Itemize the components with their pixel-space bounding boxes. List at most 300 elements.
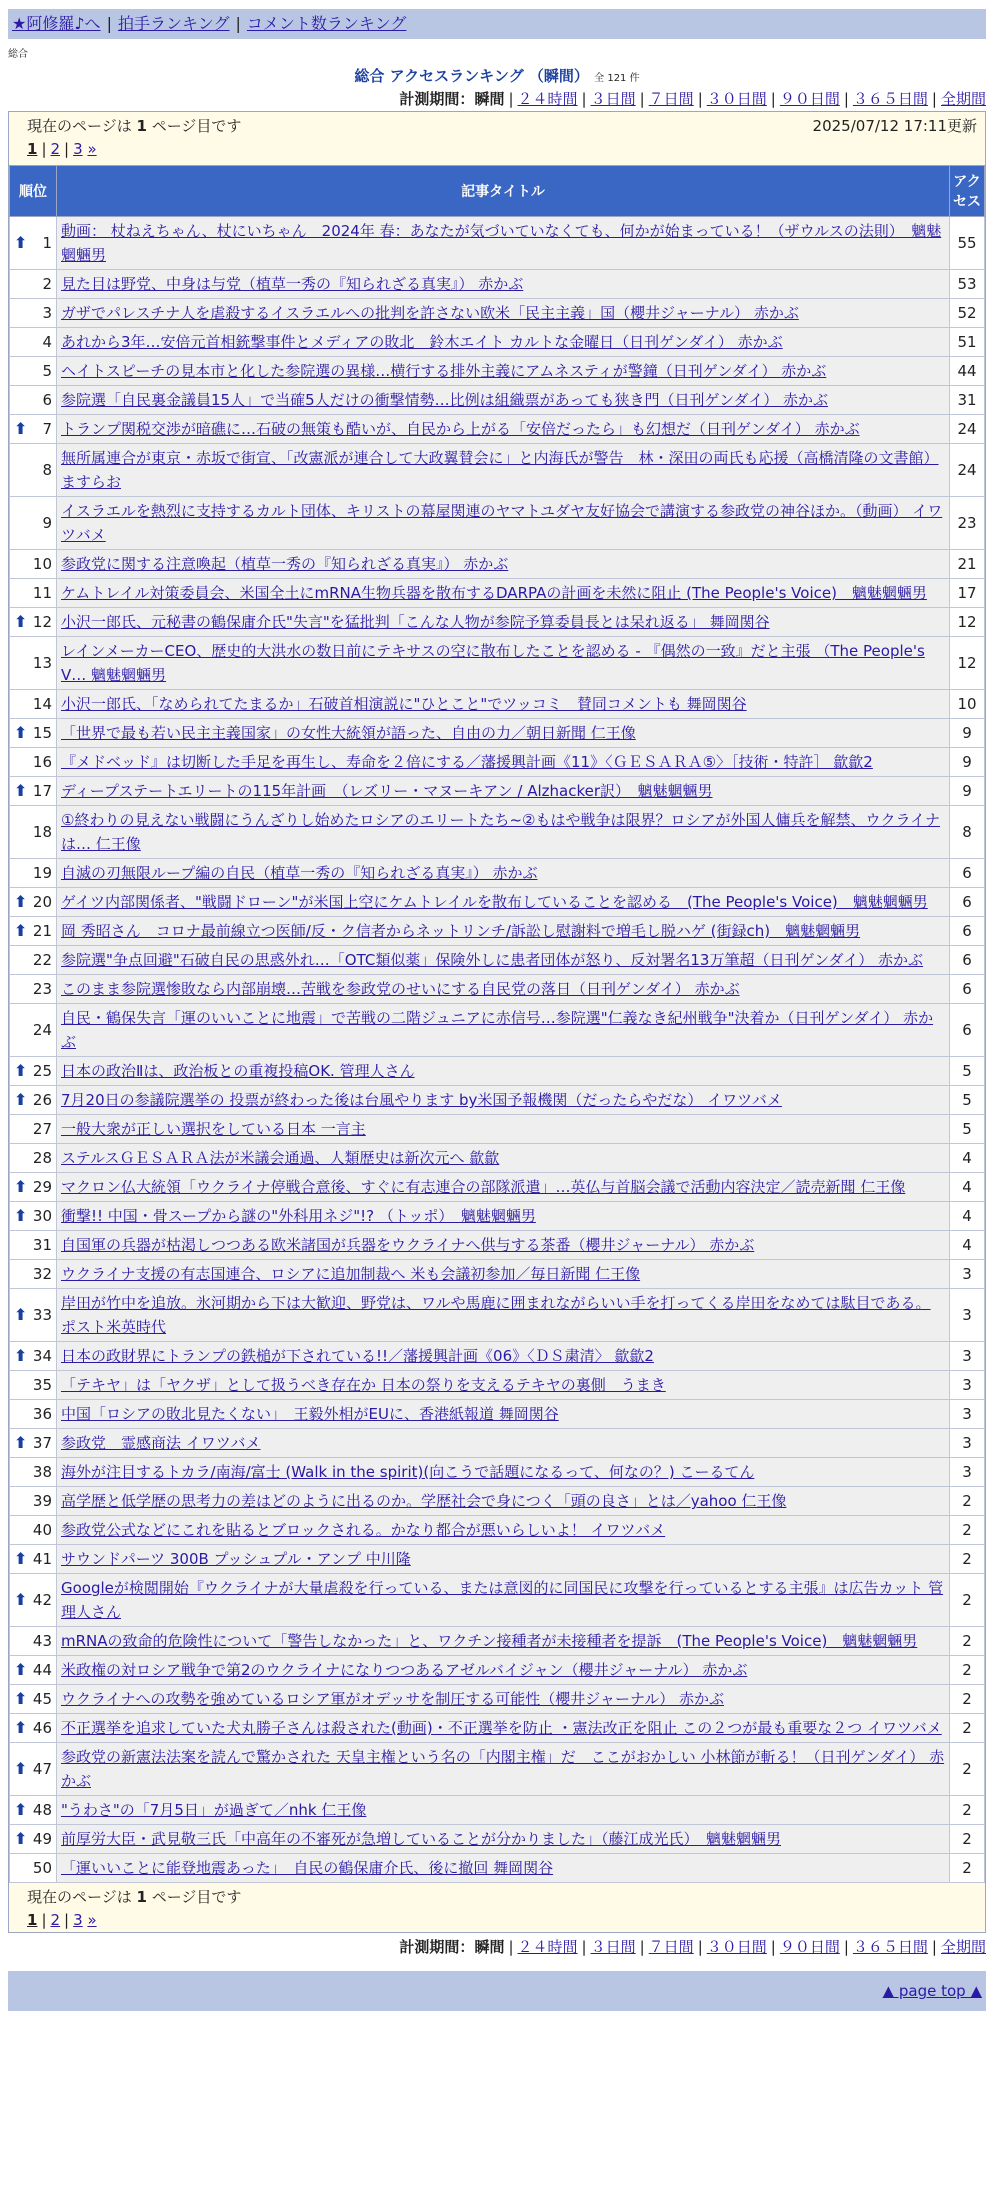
arrow-up-icon: ⬆: [14, 921, 28, 940]
rank-cell: [10, 777, 57, 806]
table-row: [10, 806, 985, 859]
rank-number: 10: [32, 555, 52, 573]
rank-cell: [10, 946, 57, 975]
page-title-row: [0, 65, 994, 87]
table-row: [10, 777, 985, 806]
rank-number: 6: [42, 391, 52, 409]
period-separator: |: [697, 90, 703, 108]
article-link[interactable]: ガザでパレスチナ人を虐殺するイスラエルへの批判を許さない欧米「民主主義」国（櫻井ジャーナル） 赤かぶ: [61, 304, 799, 322]
title-cell: [57, 748, 950, 777]
title-cell: [57, 386, 950, 415]
period-separator: |: [697, 1938, 703, 1956]
rank-number: 20: [32, 893, 52, 911]
access-count: 2: [950, 1825, 985, 1854]
rank-number: 44: [32, 1661, 52, 1679]
article-link[interactable]: 7月20日の参議院選挙の 投票が終わった後は台風やります by米国予報機関（だったらやだな） イワツバメ: [61, 1091, 782, 1109]
pagination-separator: |: [41, 1911, 47, 1929]
title-cell: [57, 1854, 950, 1883]
arrow-up-icon: ⬆: [14, 233, 28, 252]
rank-cell: [10, 386, 57, 415]
pagination-link-3[interactable]: 3: [73, 140, 83, 158]
table-row: [10, 415, 985, 444]
rank-number: 50: [32, 1859, 52, 1877]
access-count: 44: [950, 357, 985, 386]
article-link[interactable]: 中国「ロシアの敗北見たくない」 王毅外相がEUに、香港紙報道 舞岡関谷: [61, 1405, 559, 1423]
access-count: 3: [950, 1289, 985, 1342]
article-link[interactable]: あれから3年…安倍元首相銃撃事件とメディアの敗北 鈴木エイト カルトな金曜日（日刊ゲンダイ） 赤かぶ: [61, 333, 783, 351]
rank-cell: [10, 1289, 57, 1342]
access-count: 6: [950, 946, 985, 975]
rank-cell: [10, 1458, 57, 1487]
period-link-5[interactable]: ９０日間: [779, 1938, 840, 1956]
access-count: 52: [950, 299, 985, 328]
article-link[interactable]: ゲイツ内部関係者、"戦闘ドローン"が米国上空にケムトレイルを散布していることを認める (The People's Voice) 魑魅魍魎男: [61, 893, 928, 911]
title-cell: [57, 608, 950, 637]
arrow-up-icon: ⬆: [14, 1206, 28, 1225]
article-link[interactable]: 自滅の刃無限ループ編の自民（植草一秀の『知られざる真実』） 赤かぶ: [61, 864, 538, 882]
article-link[interactable]: ケムトレイル対策委員会、米国全土にmRNA生物兵器を散布するDARPAの計画を未然に阻止 (The People's Voice) 魑魅魍魎男: [61, 584, 927, 602]
arrow-up-icon: ⬆: [14, 1305, 28, 1324]
rank-number: 3: [42, 304, 52, 322]
title-cell: [57, 1115, 950, 1144]
access-count: 6: [950, 975, 985, 1004]
access-count: 3: [950, 1458, 985, 1487]
rank-number: 7: [42, 420, 52, 438]
period-separator: |: [508, 90, 514, 108]
period-link-7[interactable]: 全期間: [940, 1938, 986, 1956]
access-count: 6: [950, 859, 985, 888]
period-link-3[interactable]: ７日間: [648, 1938, 694, 1956]
access-count: 17: [950, 579, 985, 608]
rank-number: 48: [32, 1801, 52, 1819]
access-count: 2: [950, 1487, 985, 1516]
title-cell: [57, 859, 950, 888]
article-link[interactable]: 日本の政財界にトランプの鉄槌が下されている!!／藩援興計画《06》〈ＤＳ粛清〉 歙歙2: [61, 1347, 654, 1365]
title-cell: [57, 917, 950, 946]
article-link[interactable]: 動画： 杖ねえちゃん、杖にいちゃん 2024年 春：あなたが気づいていなくても、何かが始まっている！（ザウルスの法則） 魑魅魍魎男: [61, 222, 942, 264]
rank-cell: [10, 1685, 57, 1714]
period-separator: |: [770, 90, 776, 108]
rank-cell: [10, 444, 57, 497]
article-link[interactable]: 日本の政治Ⅱは、政治板との重複投稿OK. 管理人さん: [61, 1062, 415, 1080]
article-link[interactable]: ステルスＧＥＳＡＲＡ法が米議会通過、人類歴史は新次元へ 歙歙: [61, 1149, 500, 1167]
article-link[interactable]: ウクライナへの攻勢を強めているロシア軍がオデッサを制圧する可能性（櫻井ジャーナル） 赤かぶ: [61, 1690, 724, 1708]
period-separator: |: [639, 90, 645, 108]
period-separator: |: [581, 1938, 587, 1956]
rank-number: 34: [32, 1347, 52, 1365]
title-cell: [57, 1429, 950, 1458]
table-row: [10, 1202, 985, 1231]
table-row: [10, 1458, 985, 1487]
period-link-6[interactable]: ３６５日間: [852, 90, 928, 108]
arrow-up-icon: ⬆: [14, 1549, 28, 1568]
rank-cell: [10, 579, 57, 608]
title-cell: [57, 497, 950, 550]
ranking-table-body: [10, 217, 985, 1883]
arrow-up-icon: ⬆: [14, 892, 28, 911]
article-link[interactable]: 自国軍の兵器が枯渇しつつある欧米諸国が兵器をウクライナへ供与する茶番（櫻井ジャーナル） 赤かぶ: [61, 1236, 755, 1254]
period-separator: |: [508, 1938, 514, 1956]
title-cell: [57, 1743, 950, 1796]
rank-number: 43: [32, 1632, 52, 1650]
access-count: 51: [950, 328, 985, 357]
article-link[interactable]: 「テキヤ」は「ヤクザ」として扱うべき存在か 日本の祭りを支えるテキヤの裏側 うまき: [61, 1376, 666, 1394]
current-page-post: ページ目です: [146, 1888, 242, 1906]
table-row: [10, 1004, 985, 1057]
article-link[interactable]: 「運いいことに能登地震あった」 自民の鶴保庸介氏、後に撤回 舞岡関谷: [61, 1859, 554, 1877]
access-count: 4: [950, 1231, 985, 1260]
rank-cell: [10, 497, 57, 550]
title-cell: [57, 328, 950, 357]
pagination-link-2[interactable]: 2: [50, 140, 61, 158]
period-separator: |: [639, 1938, 645, 1956]
access-count: 2: [950, 1854, 985, 1883]
table-row: [10, 1231, 985, 1260]
article-link[interactable]: ウクライナ支援の有志国連合、ロシアに追加制裁へ 米も会議初参加／毎日新聞 仁王像: [61, 1265, 641, 1283]
article-link[interactable]: 小沢一郎氏、「なめられてたまるか」石破首相演説に"ひとこと"でツッコミ 賛同コメントも 舞岡関谷: [61, 695, 747, 713]
article-link[interactable]: ヘイトスピーチの見本市と化した参院選の異様…横行する排外主義にアムネスティが警鐘（日刊ゲンダイ） 赤かぶ: [61, 362, 827, 380]
title-cell: [57, 690, 950, 719]
table-row: [10, 637, 985, 690]
nav-separator: |: [106, 14, 112, 33]
table-row: [10, 444, 985, 497]
title-cell: [57, 719, 950, 748]
rank-cell: [10, 550, 57, 579]
title-cell: [57, 1796, 950, 1825]
article-link[interactable]: 『メドベッド』は切断した手足を再生し、寿命を２倍にする／藩援興計画《11》〈ＧＥＳＡＲＡ⑤〉［技術・特許］ 歙歙2: [61, 753, 873, 771]
table-row: [10, 1627, 985, 1656]
rank-number: 16: [32, 753, 52, 771]
arrow-up-icon: ⬆: [14, 1759, 28, 1778]
rank-number: 22: [32, 951, 52, 969]
rank-cell: [10, 1202, 57, 1231]
title-cell: [57, 777, 950, 806]
article-link[interactable]: 高学歴と低学歴の思考力の差はどのように出るのか。学歴社会で身につく「頭の良さ」とは／yahoo 仁王像: [61, 1492, 787, 1510]
title-cell: [57, 806, 950, 859]
access-count: 9: [950, 777, 985, 806]
access-count: 23: [950, 497, 985, 550]
rank-cell: [10, 806, 57, 859]
table-row: [10, 888, 985, 917]
period-separator: |: [843, 90, 849, 108]
rank-number: 39: [32, 1492, 52, 1510]
arrow-up-icon: ⬆: [14, 1800, 28, 1819]
table-row: [10, 579, 985, 608]
rank-cell: [10, 637, 57, 690]
access-count: 6: [950, 1004, 985, 1057]
title-cell: [57, 444, 950, 497]
article-link[interactable]: マクロン仏大統領「ウクライナ停戦合意後、すぐに有志連合の部隊派遣」…英仏与首脳会議で活動内容決定／読売新聞 仁王像: [61, 1178, 906, 1196]
access-count: 3: [950, 1342, 985, 1371]
rank-cell: [10, 719, 57, 748]
rank-number: 5: [42, 362, 52, 380]
pagination-next[interactable]: »: [87, 1911, 97, 1929]
article-link[interactable]: 自民・鶴保失言「運のいいことに地震」で苦戦の二階ジュニアに赤信号…参院選"仁義なき紀州戦争"決着か（日刊ゲンダイ） 赤かぶ: [61, 1009, 934, 1051]
title-cell: [57, 1714, 950, 1743]
title-cell: [57, 357, 950, 386]
period-link-4[interactable]: ３０日間: [706, 1938, 767, 1956]
title-header: 記事タイトル: [57, 166, 950, 217]
table-row: [10, 1574, 985, 1627]
rank-number: 1: [42, 234, 52, 252]
title-cell: [57, 1574, 950, 1627]
rank-cell: [10, 1743, 57, 1796]
article-link[interactable]: 見た目は野党、中身は与党（植草一秀の『知られざる真実』） 赤かぶ: [61, 275, 524, 293]
pagination-link-3[interactable]: 3: [73, 1911, 83, 1929]
access-count: 5: [950, 1086, 985, 1115]
rank-number: 8: [42, 461, 52, 479]
rank-number: 29: [32, 1178, 52, 1196]
access-count: 53: [950, 270, 985, 299]
article-link[interactable]: 参政党に関する注意喚起（植草一秀の『知られざる真実』） 赤かぶ: [61, 555, 509, 573]
page-info-bottom: [9, 1883, 985, 1932]
table-row: [10, 217, 985, 270]
article-link[interactable]: 岡 秀昭さん コロナ最前線立つ医師/反・ク信者からネットリンチ/訴訟し慰謝料で増毛し脱ハゲ (街録ch) 魑魅魍魎男: [61, 922, 861, 940]
title-cell: [57, 1342, 950, 1371]
article-link[interactable]: 衝撃!! 中国・骨スープから謎の"外科用ネジ"!? （トッポ） 魑魅魍魎男: [61, 1207, 536, 1225]
title-cell: [57, 1289, 950, 1342]
current-page-pre: 現在のページは: [27, 1888, 137, 1906]
article-link[interactable]: 米政権の対ロシア戦争で第2のウクライナになりつつあるアゼルバイジャン（櫻井ジャーナル） 赤かぶ: [61, 1661, 748, 1679]
page-title: 総合 アクセスランキング （瞬間）: [354, 67, 589, 85]
arrow-up-icon: ⬆: [14, 1061, 28, 1080]
article-link[interactable]: 参政党 霊感商法 イワツバメ: [61, 1434, 261, 1452]
arrow-up-icon: ⬆: [14, 1346, 28, 1365]
rank-number: 18: [32, 823, 52, 841]
rank-number: 35: [32, 1376, 52, 1394]
period-link-5[interactable]: ９０日間: [779, 90, 840, 108]
period-separator: |: [581, 90, 587, 108]
article-link[interactable]: 岸田が竹中を追放。氷河期から下は大歓迎、野党は、ワルや馬鹿に囲まれながらいい手を打ってくる岸田をなめては駄目である。 ポスト米英時代: [61, 1294, 931, 1336]
rank-number: 13: [32, 654, 52, 672]
rank-cell: [10, 1115, 57, 1144]
article-link[interactable]: 小沢一郎氏、元秘書の鶴保庸介氏"失言"を猛批判「こんな人物が参院予算委員長とは呆れ返る」 舞岡関谷: [61, 613, 770, 631]
table-row: [10, 859, 985, 888]
arrow-up-icon: ⬆: [14, 1829, 28, 1848]
period-link-2[interactable]: ３日間: [590, 1938, 636, 1956]
access-count: 2: [950, 1714, 985, 1743]
rank-cell: [10, 1487, 57, 1516]
current-page-number: 1: [136, 117, 147, 135]
rank-number: 27: [32, 1120, 52, 1138]
article-link[interactable]: 前厚労大臣・武見敬三氏「中高年の不審死が急増していることが分かりました」（藤江成光氏） 魑魅魍魎男: [61, 1830, 782, 1848]
period-link-6[interactable]: ３６５日間: [852, 1938, 928, 1956]
access-count: 2: [950, 1796, 985, 1825]
rank-cell: [10, 1173, 57, 1202]
rank-number: 14: [32, 695, 52, 713]
title-cell: [57, 1371, 950, 1400]
arrow-up-icon: ⬆: [14, 612, 28, 631]
rank-number: 28: [32, 1149, 52, 1167]
period-link-4[interactable]: ３０日間: [706, 90, 767, 108]
ranking-table: [9, 165, 985, 1883]
article-link[interactable]: 一般大衆が正しい選択をしている日本 一言主: [61, 1120, 366, 1138]
period-link-1[interactable]: ２４時間: [517, 1938, 578, 1956]
item-count: 全 121 件: [594, 73, 640, 84]
title-cell: [57, 1260, 950, 1289]
current-page-pre: 現在のページは: [27, 117, 137, 135]
article-link[interactable]: 参政党の新憲法法案を読んで驚かされた 天皇主権という名の「内閣主権」だ ここがおかしい 小林節が斬る！（日刊ゲンダイ） 赤かぶ: [61, 1748, 945, 1790]
rank-cell: [10, 1086, 57, 1115]
period-link-7[interactable]: 全期間: [940, 90, 986, 108]
rank-number: 47: [32, 1760, 52, 1778]
comment-ranking-link[interactable]: コメント数ランキング: [246, 14, 407, 33]
rank-cell: [10, 1144, 57, 1173]
article-link[interactable]: レインメーカーCEO、歴史的大洪水の数日前にテキサスの空に散布したことを認める - 『偶然の一致』だと主張 （The People's V… 魑魅魍魎男: [61, 642, 925, 684]
access-count: 21: [950, 550, 985, 579]
title-cell: [57, 637, 950, 690]
rank-number: 30: [32, 1207, 52, 1225]
article-link[interactable]: 参院選"争点回避"石破自民の思惑外れ…「OTC類似薬」保険外しに患者団体が怒り、反対署名13万筆超（日刊ゲンダイ） 赤かぶ: [61, 951, 924, 969]
rank-header: 順位: [10, 166, 57, 217]
access-count: 2: [950, 1545, 985, 1574]
article-link[interactable]: 参政党公式などにこれを貼るとブロックされる。かなり都合が悪いらしいよ！ イワツバメ: [61, 1521, 666, 1539]
period-link-3[interactable]: ７日間: [648, 90, 694, 108]
article-link[interactable]: Googleが検閲開始『ウクライナが大量虐殺を行っている、または意図的に同国民に攻撃を行っているとする主張』は広告カット 管理人さん: [61, 1579, 944, 1621]
table-row: [10, 748, 985, 777]
rank-number: 46: [32, 1719, 52, 1737]
article-link[interactable]: 参院選「自民裏金議員15人」で当確5人だけの衝撃情勢…比例は組織票があっても狭き門（日刊ゲンダイ） 赤かぶ: [61, 391, 829, 409]
page-info: [9, 112, 985, 165]
rank-number: 15: [32, 724, 52, 742]
period-link-2[interactable]: ３日間: [590, 90, 636, 108]
article-link[interactable]: イスラエルを熱烈に支持するカルト団体、キリストの幕屋関連のヤマトユダヤ友好協会で講演する参政党の神谷ほか。（動画） イワツバメ: [61, 502, 943, 544]
home-link[interactable]: ★阿修羅♪へ: [12, 14, 101, 33]
title-cell: [57, 1487, 950, 1516]
arrow-up-icon: ⬆: [14, 419, 28, 438]
arrow-up-icon: ⬆: [14, 1433, 28, 1452]
arrow-up-icon: ⬆: [14, 1660, 28, 1679]
pagination-next[interactable]: »: [87, 140, 97, 158]
rank-cell: [10, 357, 57, 386]
rank-cell: [10, 1574, 57, 1627]
article-link[interactable]: ①終わりの見えない戦闘にうんざりし始めたロシアのエリートたち~②もはや戦争は限界？ロシアが外国人傭兵を解禁、ウクライナは… 仁王像: [61, 811, 941, 853]
article-link[interactable]: 「世界で最も若い民主主義国家」の女性大統領が語った、自由の力／朝日新聞 仁王像: [61, 724, 636, 742]
access-count: 3: [950, 1371, 985, 1400]
title-cell: [57, 975, 950, 1004]
title-cell: [57, 1825, 950, 1854]
article-link[interactable]: 不正選挙を追求していた犬丸勝子さんは殺された(動画)・不正選挙を防止 ・憲法改正を阻止 この２つが最も重要な２つ イワツバメ: [61, 1719, 942, 1737]
table-row: [10, 1685, 985, 1714]
access-count: 2: [950, 1656, 985, 1685]
table-row: [10, 1796, 985, 1825]
title-cell: [57, 550, 950, 579]
rank-cell: [10, 748, 57, 777]
top-navigation: [8, 9, 986, 39]
article-link[interactable]: "うわさ"の「7月5日」が過ぎて／nhk 仁王像: [61, 1801, 367, 1819]
pagination-separator: |: [64, 1911, 70, 1929]
rank-cell: [10, 1342, 57, 1371]
pagination-link-2[interactable]: 2: [50, 1911, 61, 1929]
rank-cell: [10, 1260, 57, 1289]
table-row: [10, 1144, 985, 1173]
rank-number: 26: [32, 1091, 52, 1109]
period-current: 瞬間: [474, 90, 505, 108]
access-count: 10: [950, 690, 985, 719]
rank-cell: [10, 270, 57, 299]
rank-number: 19: [32, 864, 52, 882]
access-count: 2: [950, 1685, 985, 1714]
article-link[interactable]: このまま参院選惨敗なら内部崩壊…苦戦を参政党のせいにする自民党の落日（日刊ゲンダイ） 赤かぶ: [61, 980, 740, 998]
pagination-current: 1: [27, 1911, 38, 1929]
title-cell: [57, 1656, 950, 1685]
table-row: [10, 1854, 985, 1883]
table-row: [10, 1714, 985, 1743]
rank-cell: [10, 1400, 57, 1429]
title-cell: [57, 1685, 950, 1714]
title-cell: [57, 1400, 950, 1429]
title-cell: [57, 1004, 950, 1057]
article-link[interactable]: mRNAの致命的危険性について「警告しなかった」と、ワクチン接種者が未接種者を提訴 (The People's Voice) 魑魅魍魎男: [61, 1632, 918, 1650]
clap-ranking-link[interactable]: 拍手ランキング: [117, 14, 230, 33]
rank-cell: [10, 1371, 57, 1400]
table-row: [10, 1429, 985, 1458]
current-page-number: 1: [136, 1888, 147, 1906]
article-link[interactable]: ディープステートエリートの115年計画 （レズリー・マヌーキアン / Alzhacker訳） 魑魅魍魎男: [61, 782, 713, 800]
page-top-link[interactable]: ▲ page top ▲: [882, 1982, 982, 2000]
period-selector-bottom: [8, 1935, 986, 1959]
rank-cell: [10, 217, 57, 270]
title-cell: [57, 1057, 950, 1086]
rank-number: 12: [32, 613, 52, 631]
title-cell: [57, 579, 950, 608]
rank-cell: [10, 1656, 57, 1685]
table-row: [10, 357, 985, 386]
table-row: [10, 1115, 985, 1144]
table-row: [10, 1289, 985, 1342]
access-count: 3: [950, 1260, 985, 1289]
period-link-1[interactable]: ２４時間: [517, 90, 578, 108]
access-count: 12: [950, 637, 985, 690]
rank-cell: [10, 1004, 57, 1057]
article-link[interactable]: サウンドパーツ 300B プッシュプル・アンプ 中川隆: [61, 1550, 411, 1568]
rank-number: 9: [42, 514, 52, 532]
rank-number: 23: [32, 980, 52, 998]
arrow-up-icon: ⬆: [14, 1177, 28, 1196]
pagination-current: 1: [27, 140, 38, 158]
title-cell: [57, 1545, 950, 1574]
article-link[interactable]: 無所属連合が東京・赤坂で街宣、「改憲派が連合して大政翼賛会に」と内海氏が警告 林・深田の両氏も応援（高橋清隆の文書館） ますらお: [61, 449, 939, 491]
rank-cell: [10, 690, 57, 719]
table-row: [10, 1656, 985, 1685]
access-count: 3: [950, 1400, 985, 1429]
table-row: [10, 1086, 985, 1115]
rank-cell: [10, 608, 57, 637]
rank-cell: [10, 888, 57, 917]
article-link[interactable]: 海外が注目するトカラ/南海/富士 (Walk in the spirit)(向こうで話題になるって、何なの？) こーるてん: [61, 1463, 755, 1481]
period-separator: |: [931, 90, 937, 108]
table-row: [10, 975, 985, 1004]
access-count: 55: [950, 217, 985, 270]
article-link[interactable]: トランプ関税交渉が暗礁に…石破の無策も酷いが、自民から上がる「安倍だったら」も幻想だ（日刊ゲンダイ） 赤かぶ: [61, 420, 860, 438]
title-cell: [57, 1086, 950, 1115]
arrow-up-icon: ⬆: [14, 1590, 28, 1609]
period-label: 計測期間：: [399, 1938, 475, 1956]
access-count: 31: [950, 386, 985, 415]
rank-number: 11: [32, 584, 52, 602]
access-count: 12: [950, 608, 985, 637]
rank-cell: [10, 1545, 57, 1574]
pagination-separator: |: [64, 140, 70, 158]
access-count: 5: [950, 1115, 985, 1144]
period-label: 計測期間：: [399, 90, 475, 108]
rank-number: 24: [32, 1021, 52, 1039]
rank-cell: [10, 917, 57, 946]
rank-cell: [10, 299, 57, 328]
table-row: [10, 328, 985, 357]
table-row: [10, 1400, 985, 1429]
table-row: [10, 719, 985, 748]
